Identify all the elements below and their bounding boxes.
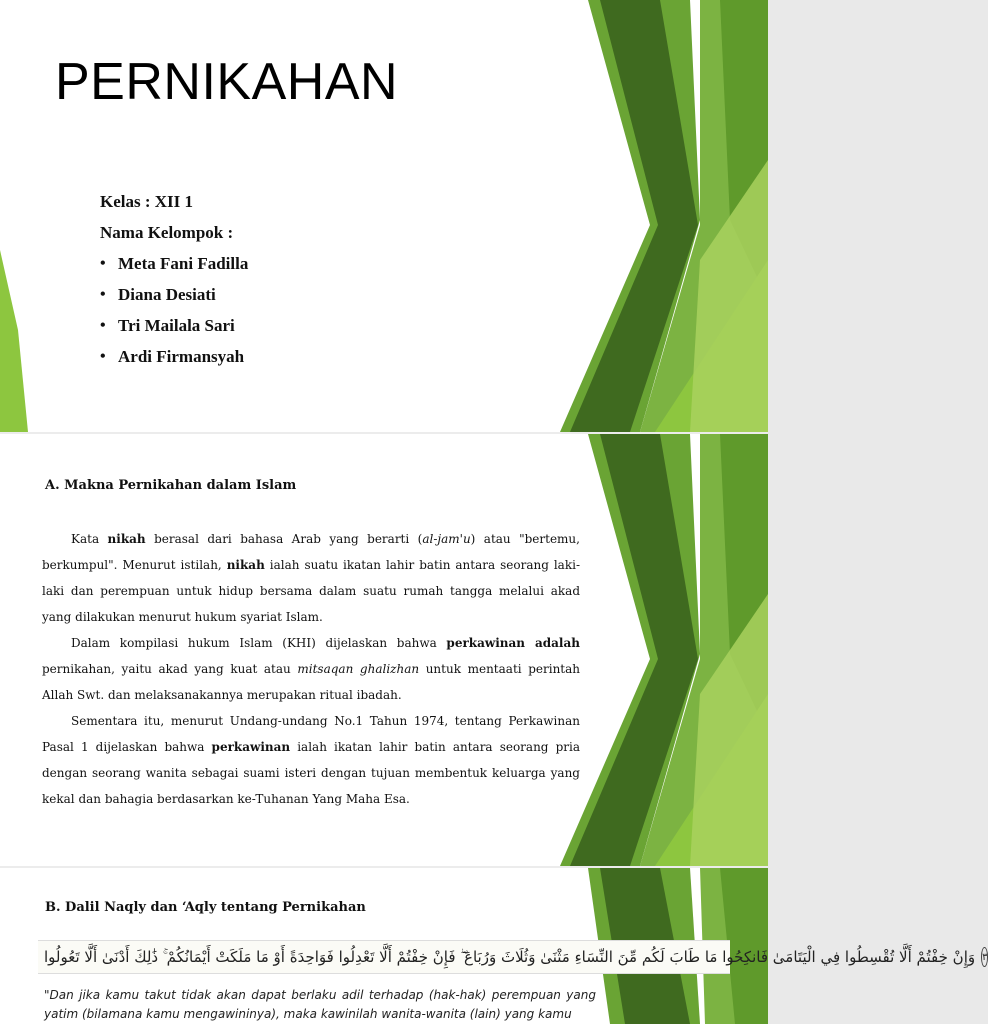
paragraph: Kata nikah berasal dari bahasa Arab yang berarti (al-jam'u) atau "bertemu, berkumpul". Menurut istilah, nikah ialah suatu ikatan lahir batin antara seorang laki-laki dan perempuan untuk hidup bersama dalam suatu rumah tangga melalui akad yang dilakukan menurut hukum syariat Islam. [42, 532, 581, 624]
ayah-number-badge: ٣ [981, 947, 988, 967]
group-info [100, 186, 248, 372]
group-label: Nama Kelompok : [100, 223, 234, 242]
paragraph: Sementara itu, menurut Undang-undang No.1 Tahun 1974, tentang Perkawinan Pasal 1 dijelaskan bahwa perkawinan ialah ikatan lahir batin antara seorang pria dengan seorang wanita sebagai suami isteri dengan tujuan membentuk keluarga yang kekal dan bahagia berdasarkan ke-Tuhanan Yang Maha Esa. [42, 714, 580, 806]
member-name: Meta Fani Fadilla [118, 254, 249, 273]
paragraph: Dalam kompilasi hukum Islam (KHI) dijelaskan bahwa perkawinan adalah pernikahan, yaitu akad yang kuat atau mitsaqan ghalizhan untuk mentaati perintah Allah Swt. dan melaksanakannya merupakan ritual ibadah. [42, 636, 581, 702]
member-item [100, 310, 248, 341]
slide-title [0, 0, 768, 432]
verse-translation: "Dan jika kamu takut tidak akan dapat berlaku adil terhadap (hak-hak) perempuan yang yatim (bilamana kamu mengawininya), maka kawinilah wanita-wanita (lain) yang kamu [44, 988, 596, 1021]
member-name: Ardi Firmansyah [118, 347, 245, 366]
member-item [100, 341, 248, 372]
section-body [42, 526, 580, 812]
bullet-icon: • [100, 348, 106, 365]
slide-makna [0, 434, 768, 866]
arabic-text: وَإِنْ خِفْتُمْ أَلَّا تُقْسِطُوا فِي الْيَتَامَىٰ فَانكِحُوا مَا طَابَ لَكُم مِّنَ النِّسَاءِ مَثْنَىٰ وَثُلَاثَ وَرُبَاعَ ۖ فَإِنْ خِفْتُمْ أَلَّا تَعْدِلُوا فَوَاحِدَةً أَوْ مَا مَلَكَتْ أَيْمَانُكُمْ ۚ ذَٰلِكَ أَدْنَىٰ أَلَّا تَعُولُوا [44, 948, 976, 966]
page-title: PERNIKAHAN [55, 53, 399, 111]
section-heading: B. Dalil Naqly dan ‘Aqly tentang Pernikahan [45, 900, 366, 915]
bullet-icon: • [100, 255, 106, 272]
member-item [100, 279, 248, 310]
section-heading: A. Makna Pernikahan dalam Islam [45, 478, 297, 493]
bullet-icon: • [100, 317, 106, 334]
member-name: Diana Desiati [118, 285, 216, 304]
member-name: Tri Mailala Sari [118, 316, 235, 335]
class-label: Kelas : XII 1 [100, 192, 194, 211]
bullet-icon: • [100, 286, 106, 303]
quran-verse [38, 940, 988, 974]
member-item [100, 248, 248, 279]
